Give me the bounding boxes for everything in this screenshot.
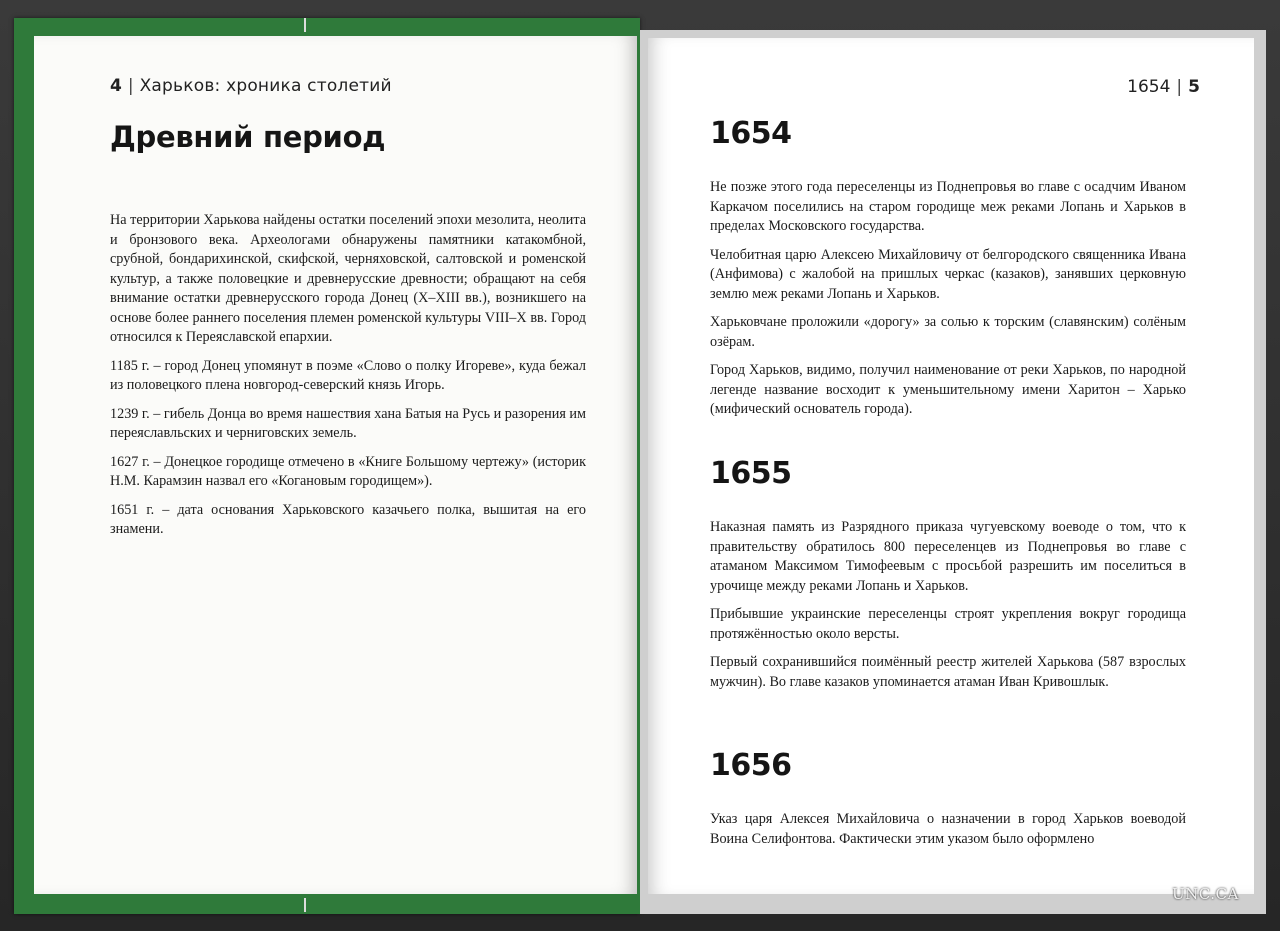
section-1654 [710,178,1186,429]
watermark: UNC.CA [1172,885,1239,903]
running-title: Харьков: хроника столетий [139,76,392,96]
page-number-left: 4 [110,76,122,96]
header-separator: | [1176,77,1183,97]
running-head-right [1127,77,1200,97]
paragraph: 1651 г. – дата основания Харьковского казачьего полка, вышитая на его знамени. [110,501,586,537]
paragraph: Прибывшие украинские переселенцы строят укрепления вокруг городища протяжённостью около версты. [710,606,1186,642]
paragraph: Первый сохранившийся поимённый реестр жителей Харькова (587 взрослых мужчин). Во главе казаков упоминается атаман Иван Кривошлык. [710,654,1186,690]
paragraph: На территории Харькова найдены остатки поселений эпохи мезолита, неолита и бронзового века. Археологами обнаружены памятники катакомбной, срубной, бондарихинской, скифской, черняховской, салтовской и роменской культур, а также половецкие и древнерусские древности; обращают на себя внимание остатки древнерусского города Донец (X–XIII вв.), возникшего на основе более раннего поселения племен роменской культуры VIII–X вв. Город относился к Переяславской епархии. [110,212,586,345]
year-heading-1654: 1654 [710,116,792,151]
year-heading-1656: 1656 [710,748,792,783]
paragraph: 1239 г. – гибель Донца во время нашествия хана Батыя на Русь и разорения им переяславльских и черниговских земель. [110,405,586,441]
paragraph: Харьковчане проложили «дорогу» за солью к торским (славянским) солёным озёрам. [710,314,1186,350]
section-1656 [710,810,1186,858]
header-separator: | [127,76,134,96]
year-heading-1655: 1655 [710,456,792,491]
paragraph: 1185 г. – город Донец упомянут в поэме «Слово о полку Игореве», куда бежал из половецкого плена новгород-северский князь Игорь. [110,357,586,393]
chapter-title: Древний период [110,120,386,154]
left-page [34,36,637,894]
paragraph: Не позже этого года переселенцы из Поднепровья во главе с осадчим Иваном Каркачом поселились на старом городище меж реками Лопань и Харьков в пределах Московского государства. [710,179,1186,234]
spine-mark [304,18,306,32]
running-head-left [110,76,392,96]
paragraph: Указ царя Алексея Михайловича о назначении в город Харьков воеводой Воина Селифонтова. Фактически этим указом было оформлено [710,811,1186,847]
section-1655 [710,518,1186,701]
right-page [648,38,1254,894]
left-body-text [110,211,586,549]
paragraph: 1627 г. – Донецкое городище отмечено в «Книге Большому чертежу» (историк Н.М. Карамзин назвал его «Когановым городищем»). [110,453,586,489]
running-year: 1654 [1127,77,1171,97]
paragraph: Наказная память из Разрядного приказа чугуевскому воеводе о том, что к правительству обратилось 800 переселенцев из Поднепровья во главе с атаманом Максимом Тимофеевым с просьбой разрешить им поселиться в урочище между реками Лопань и Харьков. [710,519,1186,594]
spine-mark [304,898,306,912]
paragraph: Челобитная царю Алексею Михайловичу от белгородского священника Ивана (Анфимова) с жалобой на пришлых черкас (казаков), занявших церковную землю меж реками Лопань и Харьков. [710,246,1186,302]
paragraph: Город Харьков, видимо, получил наименование от реки Харьков, по народной легенде название восходит к уменьшительному имени Харитон – Харько (мифический основатель города). [710,362,1186,417]
page-number-right: 5 [1188,77,1200,97]
